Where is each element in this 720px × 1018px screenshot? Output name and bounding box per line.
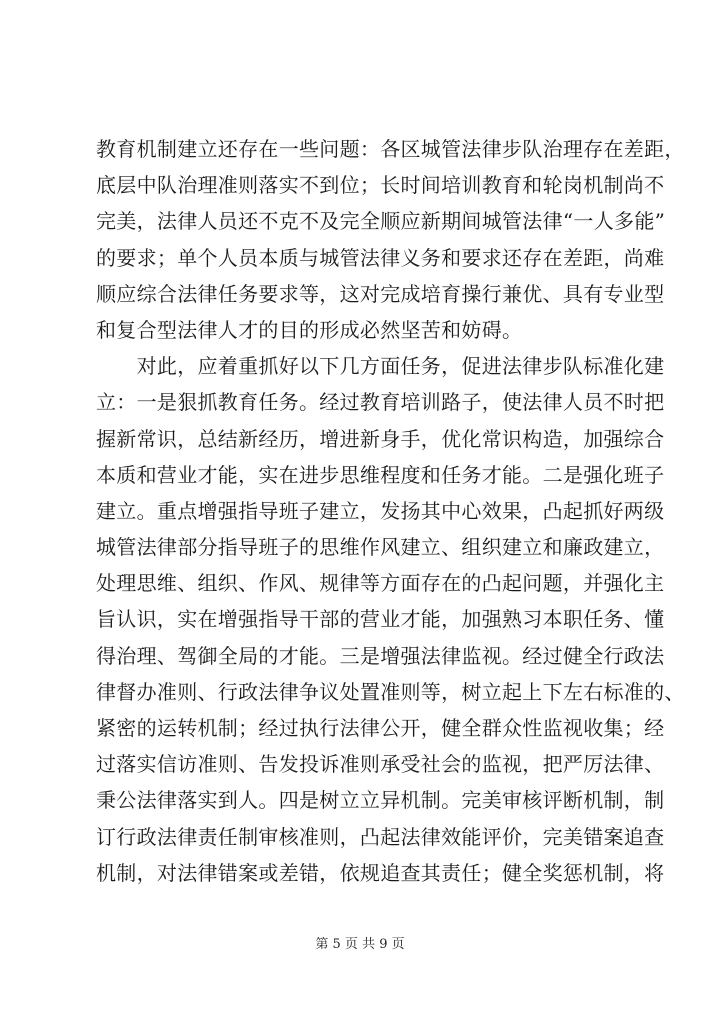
text-line: 过落实信访准则、告发投诉准则承受社会的监视，把严厉法律、 xyxy=(96,752,665,777)
text-line: 立：一是狠抓教育任务。经过教育培训路子，使法律人员不时把 xyxy=(96,390,665,415)
text-line: 的要求；单个人员本质与城管法律义务和要求还存在差距，尚难 xyxy=(96,245,665,270)
text-line: 机制，对法律错案或差错，依规追查其责任；健全奖惩机制，将 xyxy=(96,860,665,885)
text-line: 顺应综合法律任务要求等，这对完成培育操行兼优、具有专业型 xyxy=(96,281,665,306)
body-text xyxy=(96,131,685,891)
text-line: 底层中队治理准则落实不到位；长时间培训教育和轮岗机制尚不 xyxy=(96,173,665,198)
text-line: 建立。重点增强指导班子建立，发扬其中心效果，凸起抓好两级 xyxy=(96,498,665,523)
text-line: 对此，应着重抓好以下几方面任务，促进法律步队标准化建 xyxy=(96,354,665,379)
text-line: 和复合型法律人才的目的形成必然坚苦和妨碍。 xyxy=(96,317,523,342)
text-line: 律督办准则、行政法律争议处置准则等，树立起上下左右标准的、 xyxy=(96,679,685,704)
text-line: 秉公法律落实到人。四是树立立异机制。完美审核评断机制，制 xyxy=(96,788,665,813)
text-line: 完美，法律人员还不克不及完全顺应新期间城管法律“一人多能” xyxy=(96,209,666,234)
text-line: 握新常识，总结新经历，增进新身手，优化常识构造，加强综合 xyxy=(96,426,665,451)
text-line: 本质和营业才能，实在进步思维程度和任务才能。二是强化班子 xyxy=(96,462,665,487)
text-line: 旨认识，实在增强指导干部的营业才能，加强熟习本职任务、懂 xyxy=(96,607,665,632)
text-line: 处理思维、组织、作风、规律等方面存在的凸起问题，并强化主 xyxy=(96,571,665,596)
text-line: 得治理、驾御全局的才能。三是增强法律监视。经过健全行政法 xyxy=(96,643,665,668)
page-number-footer: 第 5 页 共 9 页 xyxy=(315,937,405,952)
text-line: 教育机制建立还存在一些问题：各区城管法律步队治理存在差距， xyxy=(96,137,685,161)
text-line: 订行政法律责任制审核准则，凸起法律效能评价，完美错案追查 xyxy=(96,824,665,849)
text-line: 紧密的运转机制；经过执行法律公开，健全群众性监视收集；经 xyxy=(96,716,665,740)
text-line: 城管法律部分指导班子的思维作风建立、组织建立和廉政建立， xyxy=(96,535,665,560)
